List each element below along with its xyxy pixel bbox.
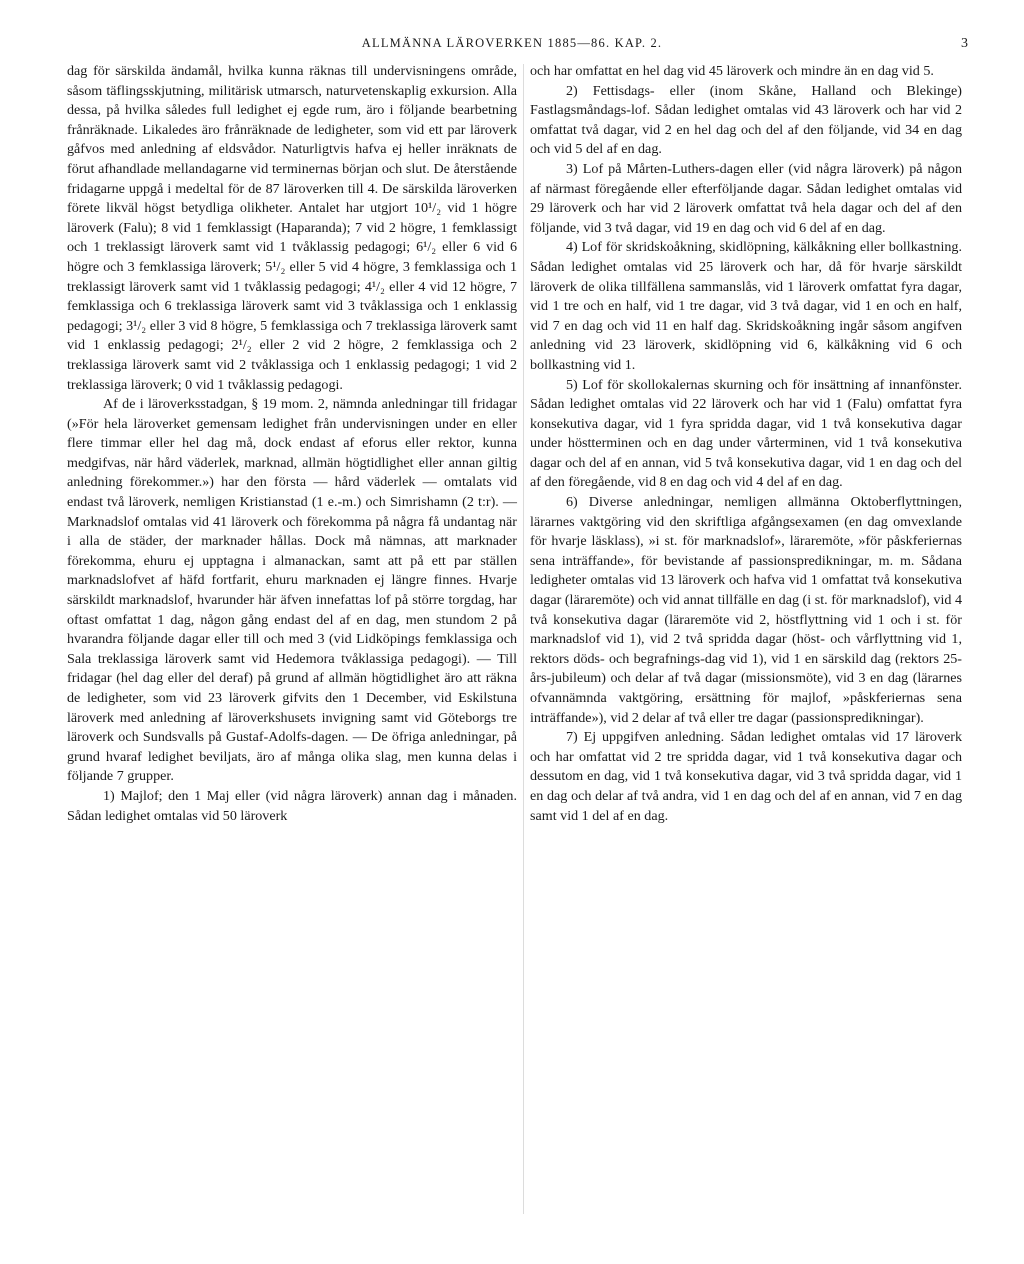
running-title: ALLMÄNNA LÄROVERKEN 1885—86. KAP. 2. [361, 36, 663, 50]
paragraph: dag för särskilda ändamål, hvilka kunna räknas till undervisningens område, såsom täflingsskjutning, militärisk utmarsch, naturvetenskaplig exkursion. Alla dessa, på hvilka således full ledighet ej egde rum, äro i följande bearbetning frånräknade. Likaledes äro frånräknade de ledigheter, som vid ett par läroverk gåfvos med anledning af eldsvådor. Naturligtvis hafva ej heller inräknats de förut afhandlade mellandagarne vid terminernas början och slut. De återstående fridagarne uppgå i medeltal för de 87 läroverken till 4. De särskilda läroverken förete likväl högst betydliga olikheter. Antalet har utgjort 10¹/₂ vid 1 högre läroverk (Falu); 8 vid 1 femklassigt (Haparanda); 7 vid 2 högre, 1 femklassigt och 1 treklassigt läroverk samt vid 1 tvåklassig pedagogi; 6¹/₂ eller 6 vid 6 högre och 3 femklassiga läroverk; 5¹/₂ eller 5 vid 4 högre, 3 femklassiga och 1 treklassigt läroverk samt vid 1 tvåklassig pedagogi; 4¹/₂ eller 4 vid 12 högre, 7 femklassiga och 6 treklassiga läroverk samt vid 3 tvåklassiga och 1 enklassig pedagogi; 3¹/₂ eller 3 vid 8 högre, 5 femklassiga och 7 treklassiga läroverk samt vid 1 enklassig pedagogi; 2¹/₂ eller 2 vid 2 högre, 2 femklassiga och 2 treklassiga läroverk samt vid 2 tvåklassiga och 1 enklassig pedagogi; 1 vid 2 treklassiga läroverk; 0 vid 1 tvåklassig pedagogi. [67, 63, 517, 393]
paragraph: Af de i läroverksstadgan, § 19 mom. 2, nämnda anledningar till fridagar (»För hela läroverket gemensam ledighet från undervisningen under en eller flere timmar eller hel dag må, dock endast af eforus eller rektor, kunna medgifvas, när hård väderlek, marknad, allmän högtidlighet eller annan giltig anledning förekommer.») har den första — hård väderlek — omtalats vid endast två läroverk, nemligen Kristianstad (1 e.-m.) och Simrishamn (2 t:r). — Marknadslof omtalas vid 41 läroverk och förekomma på några få undantag när i alla de städer, der marknader hållas. Dock må nämnas, att marknader förekomma, ehuru ej upptagna i almanackan, samt att på ett par ställen marknadslofvet af häfd fortfarit, ehuru marknaden ej längre finnes. Hvarje särskildt marknadslof, hvarunder här äfven innefattas lof på större torgdag, har oftast omfattat 1 dag, någon gång endast del af en dag, men stundom 2 på hvarandra följande dagar eller till och med 3 (vid Lidköpings femklassiga och Sala treklassiga läroverk samt vid Hedemora tvåklassiga pedagogi). — Till fridagar (hel dag eller del deraf) på grund af allmän högtidlighet äro att räkna de ledigheter, som vid 23 läroverk gifvits den 1 December, vid Eskilstuna läroverk med anledning af läroverkshusets invigning samt vid Göteborgs tre läroverk och Sundsvalls på Gustaf-Adolfs-dagen. — De öfriga anledningar, på grund hvaraf ledighet beviljats, äro af många olika slag, men kunna delas i följande 7 grupper. [67, 396, 517, 785]
right-column [530, 62, 962, 826]
left-column [67, 62, 517, 826]
page-number: 3 [961, 36, 968, 51]
paragraph: 3) Lof på Mårten-Luthers-dagen eller (vid några läroverk) på någon af närmast föregående eller efterföljande dagar. Sådan ledighet omtalas vid 29 läroverk och har vid 2 läroverk omfattat två hela dagar och del af den följande, vid 3 två dagar, vid 19 en dag och vid 6 del af en dag. [530, 160, 962, 236]
running-header [0, 36, 1024, 56]
paragraph: 4) Lof för skridskoåkning, skidlöpning, kälkåkning eller bollkastning. Sådan ledighet omtalas vid 25 läroverk och har, då för hvarje särskildt läroverk de olika tillfällena sammanslås, vid 1 läroverk omfattat fyra dagar, vid 1 tre och en half, vid 1 tre dagar, vid 3 två dagar, vid 1 en och en half, vid 7 en dag och vid 11 en half dag. Skridskoåkning ingår såsom angifven anledning vid 23 läroverk, skidlöpning vid 6, kälkåkning vid 6 och bollkastning vid 1. [530, 239, 962, 373]
paragraph: och har omfattat en hel dag vid 45 läroverk och mindre än en dag vid 5. [530, 63, 934, 79]
paragraph: 6) Diverse anledningar, nemligen allmänna Oktoberflyttningen, lärarnes vaktgöring vid den skriftliga afgångsexamen (en dag omvexlande för hvarje läsklass), »i st. för marknadslof», läraremöte, »för påskferiernas sena inträffande», för bevistande af passionspredikningar, m. m. Sådana ledigheter omtalas vid 13 läroverk och hafva vid 1 omfattat två konsekutiva dagar (läraremöte) och vid annat tillfälle en dag (i st. för marknadslof), vid 4 två konsekutiva dagar (läraremöte vid 2, höstflyttning vid 1 och i st. för marknadslof vid 1), vid 2 två spridda dagar (höst- och vårflyttning vid 1, rektors döds- och begrafnings-dag vid 1), vid 1 en särskild dag (rektors 25-års-jubileum) och delar af två dagar (missionsmöte), vid 3 en dag (lärarnes ofvannämnda vaktgöring, ersättning för majlof, »påskferiernas sena inträffande»), vid 2 delar af två eller tre dagar (passionspredikningar). [530, 494, 962, 726]
column-divider [523, 64, 524, 1214]
paragraph: 7) Ej uppgifven anledning. Sådan ledighet omtalas vid 17 läroverk och har omfattat vid 2 tre spridda dagar, vid 1 två konsekutiva dagar och dessutom en dag, vid 1 två konsekutiva dagar, vid 3 två spridda dagar, vid 1 en dag och delar af två andra, vid 1 en dag och del af en annan, vid 7 en dag samt vid 1 del af en dag. [530, 729, 962, 824]
paragraph: 1) Majlof; den 1 Maj eller (vid några läroverk) annan dag i månaden. Sådan ledighet omtalas vid 50 läroverk [67, 787, 517, 824]
paragraph: 5) Lof för skollokalernas skurning och för insättning af innanfönster. Sådan ledighet omtalas vid 22 läroverk och har vid 1 (Falu) omfattat fyra konsekutiva dagar, vid 1 fyra spridda dagar, vid 1 två konsekutiva dagar under höstterminen och en dag under vårterminen, vid 1 två konsekutiva dagar och del af en annan, vid 5 två konsekutiva dagar, vid 1 en dag och del af den föregående, vid 8 en dag och vid 4 del af en dag. [530, 376, 962, 491]
paragraph: 2) Fettisdags- eller (inom Skåne, Halland och Blekinge) Fastlagsmåndags-lof. Sådan ledighet omtalas vid 43 läroverk och har vid 2 omfattat två dagar, vid 2 en hel dag och del af den följande, vid 34 en dag och vid 5 del af en dag. [530, 82, 962, 158]
